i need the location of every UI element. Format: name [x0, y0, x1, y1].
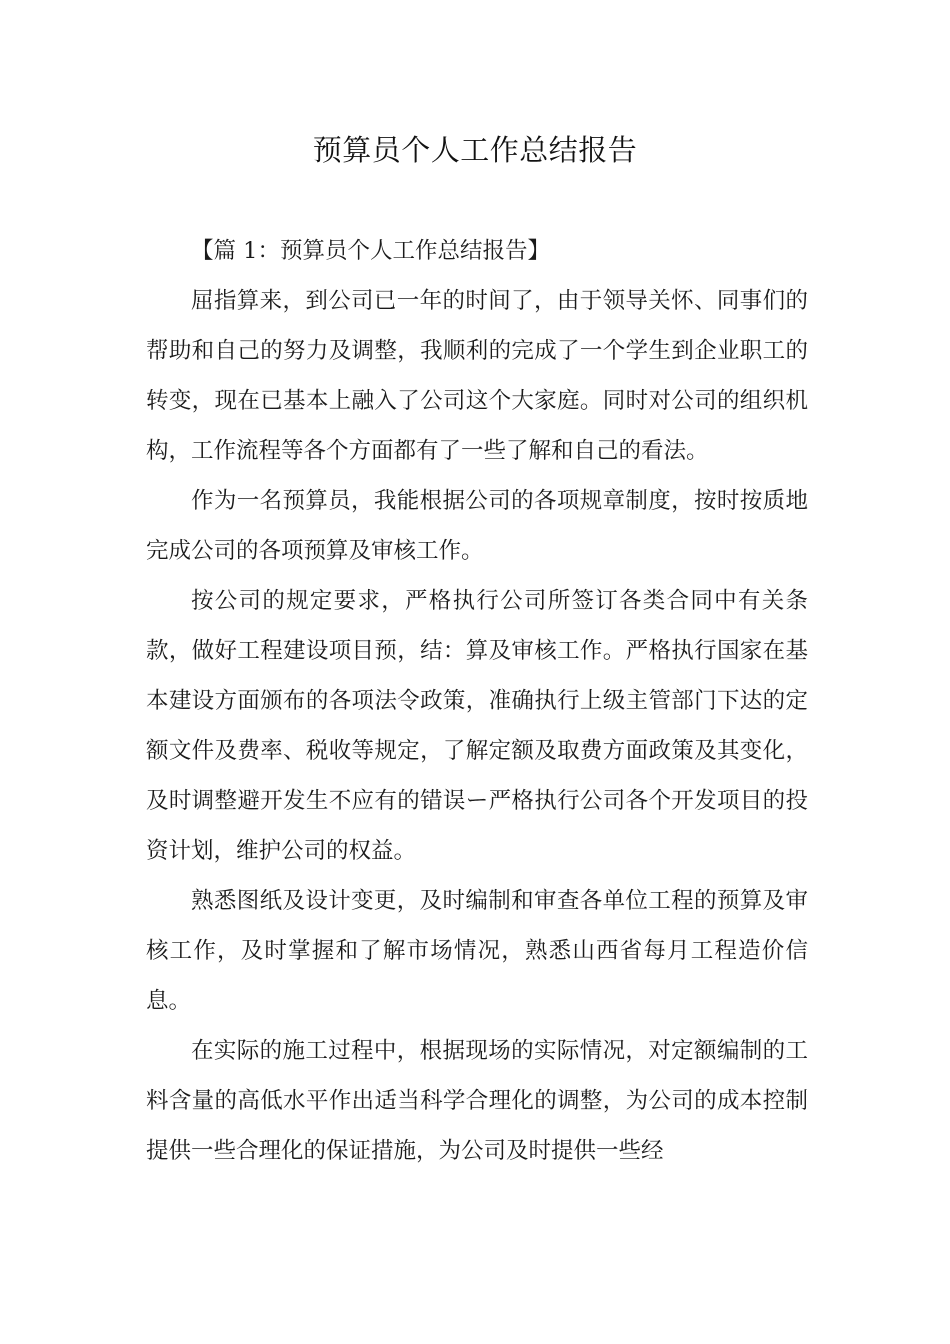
paragraph-5: 在实际的施工过程中，根据现场的实际情况，对定额编制的工料含量的高低水平作出适当科学合理化的调整，为公司的成本控制提供一些合理化的保证措施，为公司及时提供一些经 — [146, 1038, 808, 1164]
paragraph-3: 按公司的规定要求，严格执行公司所签订各类合同中有关条款，做好工程建设项目预，结：算及审核工作。严格执行国家在基本建设方面颁布的各项法令政策，准确执行上级主管部门下达的定额文件及费率、税收等规定，了解定额及取费方面政策及其变化，及时调整避开发生不应有的错误ー严格执行公司各个开发项目的投资计划，维护公司的权益。 — [146, 588, 808, 864]
paragraph-2: 作为一名预算员，我能根据公司的各项规章制度，按时按质地完成公司的各项预算及审核工作。 — [146, 488, 808, 564]
document-body — [146, 226, 808, 1176]
paragraph-1: 屈指算来，到公司已一年的时间了，由于领导关怀、同事们的帮助和自己的努力及调整，我顺利的完成了一个学生到企业职工的转变，现在已基本上融入了公司这个大家庭。同时对公司的组织机构，工作流程等各个方面都有了一些了解和自己的看法。 — [146, 288, 808, 464]
section-heading: 【篇 1：预算员个人工作总结报告】 — [191, 238, 550, 264]
document-title: 预算员个人工作总结报告 — [312, 133, 638, 167]
paragraph-4: 熟悉图纸及设计变更，及时编制和审查各单位工程的预算及审核工作，及时掌握和了解市场情况，熟悉山西省每月工程造价信息。 — [146, 888, 808, 1014]
